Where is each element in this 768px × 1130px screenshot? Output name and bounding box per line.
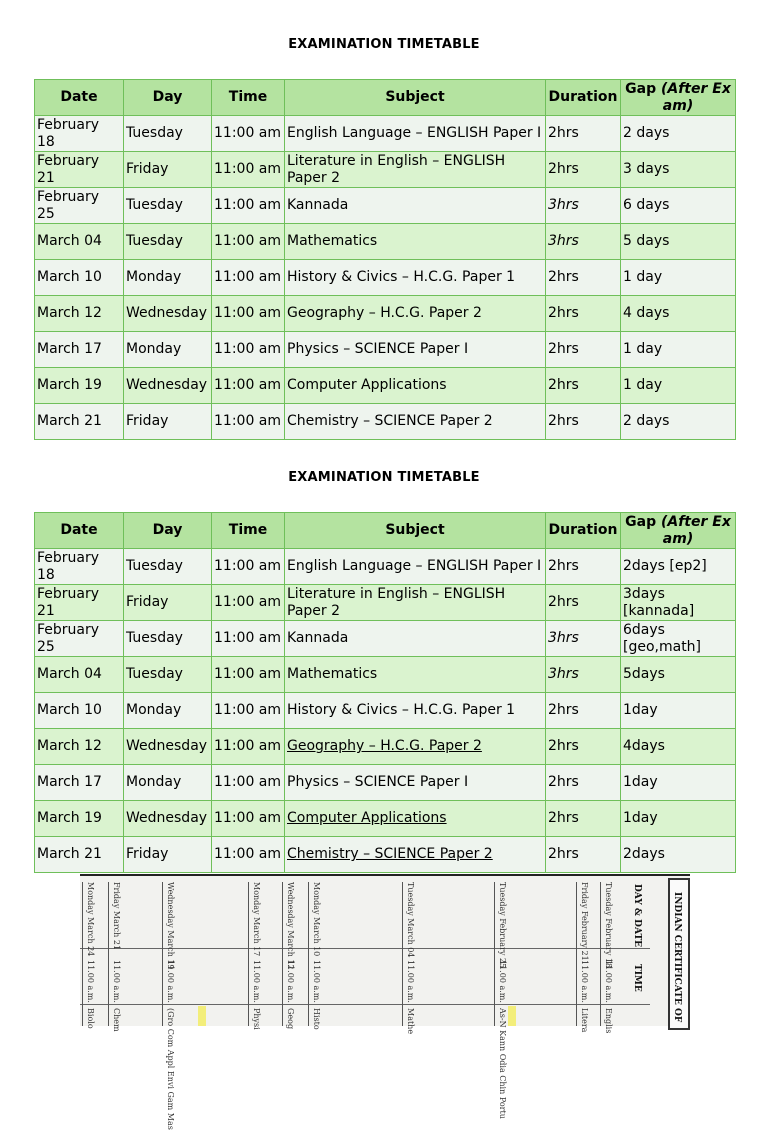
table-row <box>35 585 736 621</box>
scan-time: 11.00 a.m. <box>406 960 415 1003</box>
table-row <box>35 801 736 837</box>
duration-cell: 2hrs <box>546 116 621 152</box>
day-cell: Tuesday <box>124 657 212 693</box>
scan-date: Monday March 24 <box>86 882 95 957</box>
time-cell: 11:00 am <box>212 657 285 693</box>
scan-time: 11.00 a.m. <box>286 960 295 1003</box>
duration-cell: 3hrs <box>546 224 621 260</box>
scan-time: 11.00 a.m. <box>86 960 95 1003</box>
subject-cell: Computer Applications <box>285 801 546 837</box>
header-date: Date <box>35 80 124 116</box>
scan-subject: Physi <box>252 1008 261 1030</box>
gap-cell: 5days <box>621 657 736 693</box>
gap-cell: 1 day <box>621 260 736 296</box>
duration-cell: 2hrs <box>546 585 621 621</box>
table-row <box>35 549 736 585</box>
scan-date: Wednesday March 19 <box>166 882 175 970</box>
scan-date: Friday March 21 <box>112 882 121 951</box>
date-cell: March 12 <box>35 729 124 765</box>
day-cell: Friday <box>124 837 212 873</box>
scan-subject: Litera <box>580 1008 589 1033</box>
day-cell: Monday <box>124 332 212 368</box>
gap-cell: 1day <box>621 765 736 801</box>
subject-cell: Geography – H.C.G. Paper 2 <box>285 729 546 765</box>
day-cell: Tuesday <box>124 116 212 152</box>
header-duration: Duration <box>546 80 621 116</box>
table-row <box>35 188 736 224</box>
gap-cell: 5 days <box>621 224 736 260</box>
table-row <box>35 404 736 440</box>
date-cell: February 18 <box>35 549 124 585</box>
scan-subject: Englis <box>604 1008 613 1034</box>
header-subject: Subject <box>285 80 546 116</box>
timetable-body-1 <box>35 116 736 440</box>
date-cell: February 25 <box>35 621 124 657</box>
subject-cell: History & Civics – H.C.G. Paper 1 <box>285 260 546 296</box>
duration-cell: 2hrs <box>546 404 621 440</box>
scan-highlight <box>508 1006 516 1026</box>
gap-cell: 1 day <box>621 332 736 368</box>
timetable-table-2 <box>34 512 736 873</box>
gap-cell: 1 day <box>621 368 736 404</box>
day-cell: Wednesday <box>124 368 212 404</box>
subject-cell: English Language – ENGLISH Paper I <box>285 116 546 152</box>
header-gap-italic: (After Exam) <box>660 80 731 114</box>
date-cell: March 10 <box>35 260 124 296</box>
header-gap-label: Gap <box>625 80 661 97</box>
duration-cell: 2hrs <box>546 765 621 801</box>
duration-cell: 2hrs <box>546 729 621 765</box>
scan-highlight <box>198 1006 206 1026</box>
day-cell: Friday <box>124 152 212 188</box>
day-cell: Tuesday <box>124 621 212 657</box>
scan-col-line <box>162 882 163 1026</box>
duration-cell: 2hrs <box>546 332 621 368</box>
scan-time: 11.00 a.m. <box>312 960 321 1003</box>
scan-heading: INDIAN CERTIFICATE OF <box>672 892 682 1023</box>
subject-cell: History & Civics – H.C.G. Paper 1 <box>285 693 546 729</box>
scan-subject: Histo <box>312 1008 321 1030</box>
day-cell: Tuesday <box>124 188 212 224</box>
day-cell: Wednesday <box>124 801 212 837</box>
header-date: Date <box>35 513 124 549</box>
table-row <box>35 368 736 404</box>
time-cell: 11:00 am <box>212 116 285 152</box>
table-row <box>35 729 736 765</box>
subject-cell: English Language – ENGLISH Paper I <box>285 549 546 585</box>
header-duration: Duration <box>546 513 621 549</box>
scan-time: 11.00 a.m. <box>252 960 261 1003</box>
table-row <box>35 296 736 332</box>
scan-col-line <box>282 882 283 1026</box>
subject-cell: Mathematics <box>285 657 546 693</box>
header-gap-italic: (After Exam) <box>660 513 731 547</box>
subject-cell: Geography – H.C.G. Paper 2 <box>285 296 546 332</box>
duration-cell: 3hrs <box>546 657 621 693</box>
scan-col-line <box>576 882 577 1026</box>
subject-cell: Physics – SCIENCE Paper I <box>285 332 546 368</box>
gap-cell: 1day <box>621 693 736 729</box>
scan-date: Tuesday March 04 <box>406 882 415 958</box>
day-cell: Monday <box>124 765 212 801</box>
table-row <box>35 837 736 873</box>
scan-col-line <box>108 882 109 1026</box>
duration-cell: 2hrs <box>546 152 621 188</box>
scan-col-time: TIME <box>632 964 642 992</box>
scanned-timetable-photo <box>80 874 690 1130</box>
time-cell: 11:00 am <box>212 621 285 657</box>
subject-cell: Literature in English – ENGLISH Paper 2 <box>285 585 546 621</box>
scan-time: 11.00 a.m. <box>604 960 613 1003</box>
duration-cell: 2hrs <box>546 693 621 729</box>
header-gap-label: Gap <box>625 513 661 530</box>
time-cell: 11:00 am <box>212 368 285 404</box>
date-cell: February 21 <box>35 152 124 188</box>
duration-cell: 2hrs <box>546 260 621 296</box>
scan-col-line <box>248 882 249 1026</box>
scan-col-day-date: DAY & DATE <box>632 884 642 948</box>
scan-col-line <box>82 882 83 1026</box>
header-row <box>35 513 736 549</box>
time-cell: 11:00 am <box>212 801 285 837</box>
time-cell: 11:00 am <box>212 296 285 332</box>
subject-cell: Mathematics <box>285 224 546 260</box>
time-cell: 11:00 am <box>212 549 285 585</box>
scan-date: Wednesday March 12 <box>286 882 295 970</box>
day-cell: Tuesday <box>124 224 212 260</box>
gap-cell: 2 days <box>621 404 736 440</box>
subject-cell: Computer Applications <box>285 368 546 404</box>
day-cell: Wednesday <box>124 296 212 332</box>
date-cell: February 21 <box>35 585 124 621</box>
date-cell: February 25 <box>35 188 124 224</box>
table-row <box>35 260 736 296</box>
duration-cell: 2hrs <box>546 296 621 332</box>
duration-cell: 2hrs <box>546 549 621 585</box>
gap-cell: 2days [ep2] <box>621 549 736 585</box>
gap-cell: 6days [geo,math] <box>621 621 736 657</box>
scan-row-line <box>80 1004 650 1005</box>
gap-cell: 2 days <box>621 116 736 152</box>
time-cell: 11:00 am <box>212 224 285 260</box>
scan-heading-box <box>668 878 690 1030</box>
gap-cell: 6 days <box>621 188 736 224</box>
header-row <box>35 80 736 116</box>
scan-time: 11.00 a.m. <box>580 960 589 1003</box>
gap-cell: 1day <box>621 801 736 837</box>
gap-cell: 3days [kannada] <box>621 585 736 621</box>
date-cell: March 21 <box>35 404 124 440</box>
subject-cell: Chemistry – SCIENCE Paper 2 <box>285 837 546 873</box>
date-cell: March 12 <box>35 296 124 332</box>
day-cell: Tuesday <box>124 549 212 585</box>
timetable-1 <box>34 79 735 433</box>
header-day: Day <box>124 513 212 549</box>
date-cell: March 04 <box>35 657 124 693</box>
duration-cell: 3hrs <box>546 621 621 657</box>
timetable-title-1: EXAMINATION TIMETABLE <box>288 37 480 52</box>
header-gap <box>621 80 736 116</box>
gap-cell: 2days <box>621 837 736 873</box>
table-row <box>35 765 736 801</box>
header-time: Time <box>212 80 285 116</box>
scan-date: Tuesday February 25 <box>498 882 507 969</box>
table-row <box>35 152 736 188</box>
scan-subject: As-N Kann Odia Chin Portu <box>498 1008 507 1119</box>
scan-subject: Mathe <box>406 1008 415 1035</box>
date-cell: March 17 <box>35 765 124 801</box>
timetable-title-2: EXAMINATION TIMETABLE <box>288 470 480 485</box>
subject-cell: Chemistry – SCIENCE Paper 2 <box>285 404 546 440</box>
scan-time: 11.00 a.m. <box>166 960 175 1003</box>
date-cell: March 04 <box>35 224 124 260</box>
date-cell: March 21 <box>35 837 124 873</box>
duration-cell: 2hrs <box>546 837 621 873</box>
date-cell: March 17 <box>35 332 124 368</box>
date-cell: February 18 <box>35 116 124 152</box>
time-cell: 11:00 am <box>212 837 285 873</box>
header-day: Day <box>124 80 212 116</box>
scan-subject: (Gro Com Appl Envi Gam Mas <box>166 1008 175 1130</box>
gap-cell: 3 days <box>621 152 736 188</box>
scan-col-line <box>402 882 403 1026</box>
scan-col-line <box>600 882 601 1026</box>
scan-time: 11.00 a.m. <box>112 960 121 1003</box>
scan-date: Friday February 21 <box>580 882 589 961</box>
duration-cell: 2hrs <box>546 368 621 404</box>
scan-date: Tuesday February 18 <box>604 882 613 969</box>
duration-cell: 2hrs <box>546 801 621 837</box>
time-cell: 11:00 am <box>212 693 285 729</box>
time-cell: 11:00 am <box>212 729 285 765</box>
table-row <box>35 621 736 657</box>
day-cell: Monday <box>124 693 212 729</box>
table-row <box>35 224 736 260</box>
scan-col-line <box>308 882 309 1026</box>
table-row <box>35 332 736 368</box>
gap-cell: 4 days <box>621 296 736 332</box>
table-row <box>35 657 736 693</box>
subject-cell: Kannada <box>285 188 546 224</box>
time-cell: 11:00 am <box>212 188 285 224</box>
table-row <box>35 116 736 152</box>
gap-cell: 4days <box>621 729 736 765</box>
date-cell: March 19 <box>35 368 124 404</box>
date-cell: March 19 <box>35 801 124 837</box>
time-cell: 11:00 am <box>212 404 285 440</box>
scan-time: 11.00 a.m. <box>498 960 507 1003</box>
scan-subject: Geog <box>286 1008 295 1030</box>
duration-cell: 3hrs <box>546 188 621 224</box>
day-cell: Wednesday <box>124 729 212 765</box>
header-time: Time <box>212 513 285 549</box>
time-cell: 11:00 am <box>212 332 285 368</box>
date-cell: March 10 <box>35 693 124 729</box>
header-subject: Subject <box>285 513 546 549</box>
timetable-2 <box>34 512 735 866</box>
scan-col-line <box>494 882 495 1026</box>
header-gap <box>621 513 736 549</box>
table-row <box>35 693 736 729</box>
scan-subject: Biolo <box>86 1008 95 1029</box>
time-cell: 11:00 am <box>212 765 285 801</box>
day-cell: Monday <box>124 260 212 296</box>
scan-date: Monday March 17 <box>252 882 261 957</box>
time-cell: 11:00 am <box>212 260 285 296</box>
scan-date: Monday March 10 <box>312 882 321 957</box>
subject-cell: Physics – SCIENCE Paper I <box>285 765 546 801</box>
time-cell: 11:00 am <box>212 152 285 188</box>
subject-cell: Literature in English – ENGLISH Paper 2 <box>285 152 546 188</box>
day-cell: Friday <box>124 404 212 440</box>
scan-subject: Chem <box>112 1008 121 1032</box>
timetable-table-1 <box>34 79 736 440</box>
subject-cell: Kannada <box>285 621 546 657</box>
day-cell: Friday <box>124 585 212 621</box>
time-cell: 11:00 am <box>212 585 285 621</box>
timetable-body-2 <box>35 549 736 873</box>
